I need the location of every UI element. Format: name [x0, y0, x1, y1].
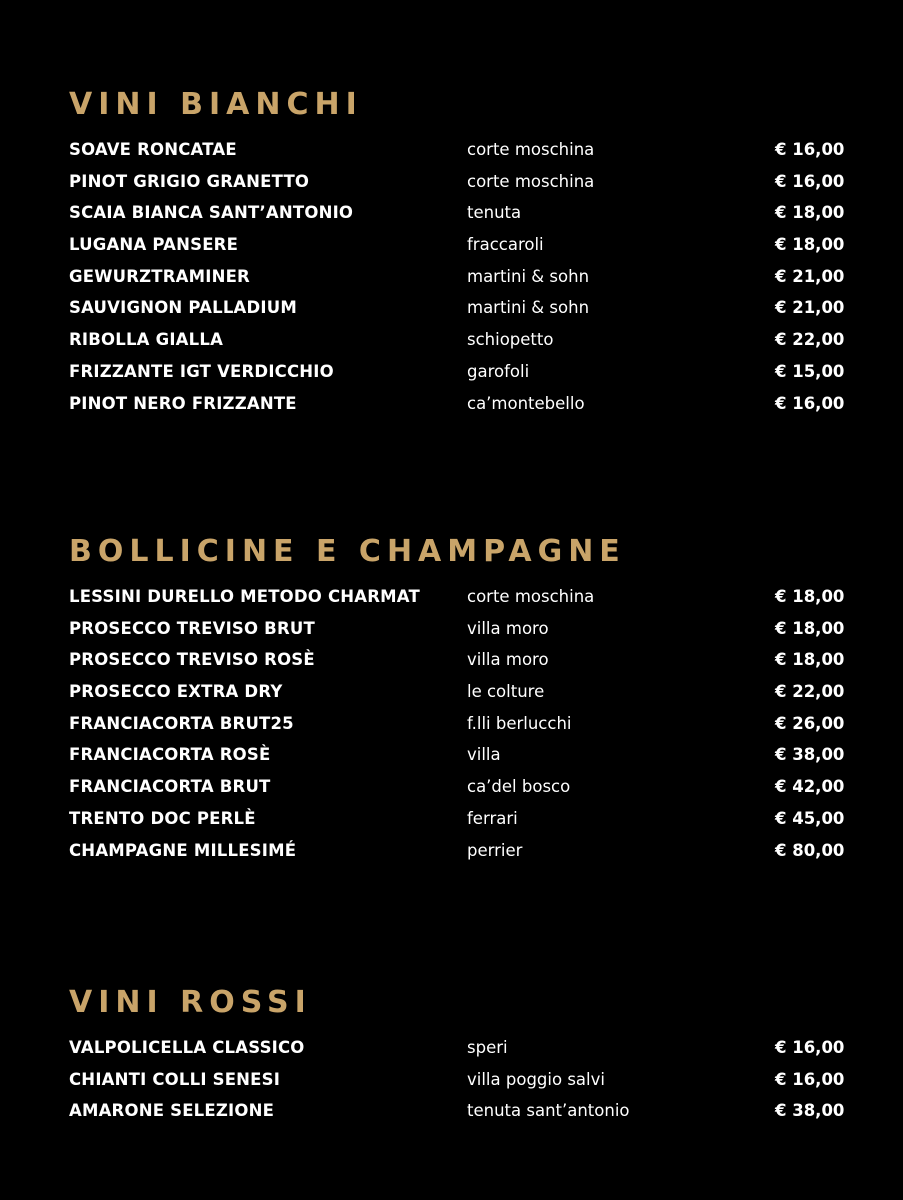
wine-row	[69, 682, 849, 714]
wine-name: SCAIA BIANCA SANT’ANTONIO	[69, 203, 354, 223]
wine-row	[69, 267, 849, 299]
wine-producer: ferrari	[467, 808, 518, 828]
wine-row	[69, 841, 849, 873]
wine-producer: tenuta	[467, 203, 522, 223]
wine-name: GEWURZTRAMINER	[69, 266, 250, 286]
wine-row	[69, 394, 849, 426]
wine-row	[69, 298, 849, 330]
wine-producer: ca’montebello	[467, 393, 585, 413]
wine-price: € 18,00	[775, 587, 845, 606]
wine-row	[69, 619, 849, 651]
wine-price: € 16,00	[775, 140, 845, 159]
wine-row	[69, 172, 849, 204]
wine-producer: schiopetto	[467, 330, 554, 350]
wine-price: € 38,00	[775, 745, 845, 765]
wine-price: € 21,00	[775, 298, 845, 318]
wine-name: SOAVE RONCATAE	[69, 140, 237, 159]
wine-price: € 16,00	[775, 1038, 845, 1057]
section-vini-rossi	[69, 986, 849, 1133]
wine-producer: martini & sohn	[467, 298, 590, 318]
wine-row	[69, 1038, 849, 1070]
wine-price: € 16,00	[775, 393, 845, 413]
wine-price: € 42,00	[775, 777, 845, 797]
wine-row	[69, 650, 849, 682]
wine-list	[69, 587, 849, 872]
wine-producer: le colture	[467, 682, 545, 702]
wine-name: FRIZZANTE IGT VERDICCHIO	[69, 361, 334, 381]
wine-row	[69, 777, 849, 809]
wine-producer: tenuta sant’antonio	[467, 1101, 630, 1121]
wine-producer: garofoli	[467, 361, 530, 381]
wine-price: € 16,00	[775, 1069, 845, 1089]
wine-row	[69, 203, 849, 235]
wine-name: FRANCIACORTA ROSÈ	[69, 745, 271, 765]
wine-name: AMARONE SELEZIONE	[69, 1101, 275, 1121]
wine-producer: corte moschina	[467, 171, 595, 191]
wine-producer: fraccaroli	[467, 235, 544, 255]
wine-name: LESSINI DURELLO METODO CHARMAT	[69, 587, 420, 606]
wine-row	[69, 140, 849, 172]
wine-name: CHIANTI COLLI SENESI	[69, 1069, 281, 1089]
wine-price: € 38,00	[775, 1101, 845, 1121]
wine-name: FRANCIACORTA BRUT	[69, 777, 271, 797]
wine-price: € 21,00	[775, 266, 845, 286]
wine-name: TRENTO DOC PERLÈ	[69, 808, 256, 828]
wine-name: PINOT GRIGIO GRANETTO	[69, 171, 310, 191]
wine-price: € 26,00	[775, 713, 845, 733]
wine-name: PROSECCO TREVISO BRUT	[69, 618, 315, 638]
wine-price: € 18,00	[775, 618, 845, 638]
wine-name: FRANCIACORTA BRUT25	[69, 713, 294, 733]
section-title: VINI BIANCHI	[69, 87, 363, 122]
wine-producer: villa moro	[467, 650, 549, 670]
section-vini-bianchi	[69, 88, 849, 425]
wine-row	[69, 745, 849, 777]
wine-row	[69, 587, 849, 619]
wine-name: PROSECCO TREVISO ROSÈ	[69, 650, 315, 670]
wine-price: € 16,00	[775, 171, 845, 191]
wine-producer: perrier	[467, 840, 523, 860]
wine-producer: villa poggio salvi	[467, 1069, 605, 1089]
wine-price: € 18,00	[775, 203, 845, 223]
wine-name: PROSECCO EXTRA DRY	[69, 682, 283, 702]
wine-name: VALPOLICELLA CLASSICO	[69, 1038, 305, 1057]
wine-producer: ca’del bosco	[467, 777, 571, 797]
wine-row	[69, 809, 849, 841]
wine-name: SAUVIGNON PALLADIUM	[69, 298, 297, 318]
wine-producer: corte moschina	[467, 140, 595, 159]
wine-name: LUGANA PANSERE	[69, 235, 239, 255]
section-title: VINI ROSSI	[69, 985, 312, 1020]
wine-row	[69, 1101, 849, 1133]
wine-name: PINOT NERO FRIZZANTE	[69, 393, 297, 413]
wine-name: RIBOLLA GIALLA	[69, 330, 224, 350]
wine-producer: villa moro	[467, 618, 549, 638]
wine-producer: martini & sohn	[467, 266, 590, 286]
wine-list	[69, 140, 849, 425]
wine-list	[69, 1038, 849, 1133]
wine-row	[69, 714, 849, 746]
wine-price: € 18,00	[775, 650, 845, 670]
wine-price: € 22,00	[775, 330, 845, 350]
wine-row	[69, 1070, 849, 1102]
section-bollicine-champagne	[69, 535, 849, 872]
wine-row	[69, 330, 849, 362]
wine-price: € 45,00	[775, 808, 845, 828]
wine-producer: villa	[467, 745, 501, 765]
wine-name: CHAMPAGNE MILLESIMÉ	[69, 840, 297, 860]
wine-row	[69, 235, 849, 267]
wine-price: € 80,00	[775, 840, 845, 860]
wine-producer: speri	[467, 1038, 508, 1057]
wine-price: € 15,00	[775, 361, 845, 381]
wine-row	[69, 362, 849, 394]
wine-producer: f.lli berlucchi	[467, 713, 572, 733]
wine-price: € 18,00	[775, 235, 845, 255]
section-title: BOLLICINE E CHAMPAGNE	[69, 534, 626, 569]
wine-producer: corte moschina	[467, 587, 595, 606]
wine-price: € 22,00	[775, 682, 845, 702]
